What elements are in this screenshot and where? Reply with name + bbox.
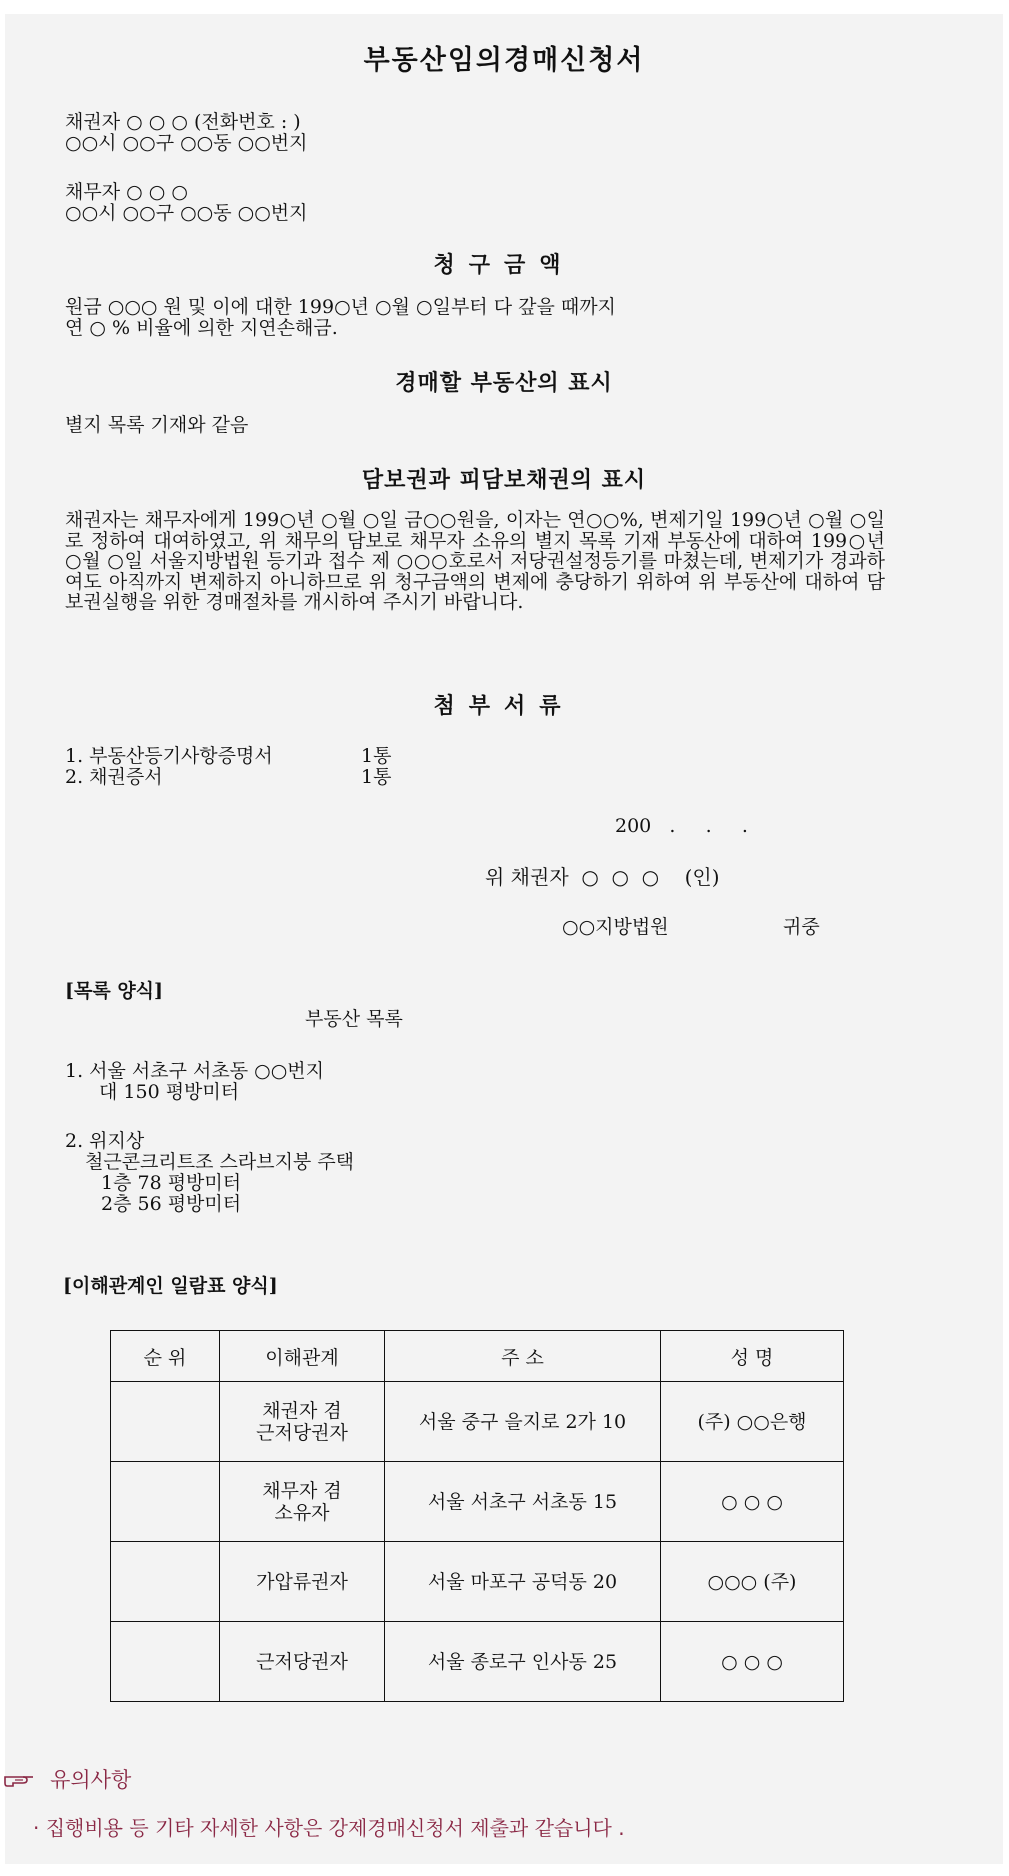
table-row bbox=[111, 1622, 844, 1702]
notice-header bbox=[3, 1764, 131, 1794]
attachment-name-2: 2. 채권증서 bbox=[65, 766, 163, 788]
cell-rank bbox=[111, 1542, 220, 1622]
cell-address: 서울 중구 을지로 2가 10 bbox=[385, 1382, 661, 1462]
cell-name: ○ ○ ○ bbox=[661, 1462, 844, 1542]
list-item-1-line-1: 1. 서울 서초구 서초동 ○○번지 bbox=[65, 1060, 324, 1082]
creditor-line: 채권자 ○ ○ ○ (전화번호 : ) bbox=[65, 111, 301, 133]
document-title: 부동산임의경매신청서 bbox=[363, 45, 645, 76]
relation-line-1: 가압류권자 bbox=[256, 1570, 348, 1593]
property-text: 별지 목록 기재와 같음 bbox=[65, 414, 249, 436]
table-row bbox=[111, 1382, 844, 1462]
notice-heading: 유의사항 bbox=[50, 1768, 132, 1792]
header-rank: 순 위 bbox=[111, 1331, 220, 1382]
relation-line-1: 채무자 겸 bbox=[262, 1479, 342, 1502]
cell-relation bbox=[220, 1462, 385, 1542]
court-suffix: 귀중 bbox=[783, 916, 820, 938]
header-name: 성 명 bbox=[661, 1331, 844, 1382]
attachment-count-1: 1통 bbox=[361, 745, 392, 767]
relation-line-1: 채권자 겸 bbox=[262, 1399, 342, 1422]
cell-name: ○○○ (주) bbox=[661, 1542, 844, 1622]
table-header-row bbox=[111, 1331, 844, 1382]
attachment-name-1: 1. 부동산등기사항증명서 bbox=[65, 745, 273, 767]
cell-address: 서울 마포구 공덕동 20 bbox=[385, 1542, 661, 1622]
cell-address: 서울 종로구 인사동 25 bbox=[385, 1622, 661, 1702]
relation-line-1: 근저당권자 bbox=[256, 1650, 348, 1673]
security-heading: 담보권과 피담보채권의 표시 bbox=[361, 467, 647, 493]
cell-relation bbox=[220, 1542, 385, 1622]
attachments-heading: 첨부서류 bbox=[433, 693, 575, 719]
attachment-count-2: 1통 bbox=[361, 766, 392, 788]
list-item-1-line-2: 대 150 평방미터 bbox=[99, 1081, 240, 1103]
signer-line: 위 채권자 ○ ○ ○ (인) bbox=[485, 865, 720, 889]
claim-text-1: 원금 ○○○ 원 및 이에 대한 199○년 ○월 ○일부터 다 갚을 때까지 bbox=[65, 296, 616, 318]
pointing-hand-icon bbox=[3, 1769, 37, 1789]
cell-name: ○ ○ ○ bbox=[661, 1622, 844, 1702]
cell-rank bbox=[111, 1622, 220, 1702]
date-line: 200 . . . bbox=[615, 815, 748, 837]
court-name: ○○지방법원 bbox=[562, 916, 669, 938]
notice-text: · 집행비용 등 기타 자세한 사항은 강제경매신청서 제출과 같습니다 . bbox=[33, 1816, 625, 1840]
cell-rank bbox=[111, 1382, 220, 1462]
debtor-line: 채무자 ○ ○ ○ bbox=[65, 181, 188, 203]
document-page bbox=[5, 14, 1003, 1864]
claim-heading: 청구금액 bbox=[433, 252, 575, 278]
cell-name: (주) ○○은행 bbox=[661, 1382, 844, 1462]
cell-rank bbox=[111, 1462, 220, 1542]
security-text: 채권자는 채무자에게 199○년 ○월 ○일 금○○원을, 이자는 연○○%, 변제기일 199○년 ○월 ○일 로 정하여 대여하였고, 위 채무의 담보로 채무자 소유의 별지 목록 기재 부동산에 대하여 199○년 ○월 ○일 서울지방법원 등기과 접수 제 ○○○호로서 저당권설정등기를 마쳤는데, 변제기가 경과하여도 아직까지 변제하지 아니하므로 위 청구금액의 변제에 충당하기 위하여 위 부동산에 대하여 담보권실행을 위한 경매절차를 개시하여 주시기 바랍니다. bbox=[65, 509, 885, 613]
relation-line-2: 근저당권자 bbox=[256, 1421, 348, 1444]
table-row bbox=[111, 1542, 844, 1622]
property-heading: 경매할 부동산의 표시 bbox=[395, 370, 613, 396]
cell-relation bbox=[220, 1382, 385, 1462]
table-form-label: [이해관계인 일람표 양식] bbox=[63, 1275, 278, 1297]
header-relation: 이해관계 bbox=[220, 1331, 385, 1382]
table-row bbox=[111, 1462, 844, 1542]
interested-parties-table bbox=[110, 1330, 844, 1702]
cell-relation bbox=[220, 1622, 385, 1702]
list-item-2-line-4: 2층 56 평방미터 bbox=[101, 1193, 242, 1215]
claim-text-2: 연 ○ % 비율에 의한 지연손해금. bbox=[65, 317, 338, 339]
relation-line-2: 소유자 bbox=[274, 1501, 330, 1524]
cell-address: 서울 서초구 서초동 15 bbox=[385, 1462, 661, 1542]
list-form-label: [목록 양식] bbox=[65, 980, 164, 1002]
creditor-address: ○○시 ○○구 ○○동 ○○번지 bbox=[65, 132, 308, 154]
list-item-2-line-1: 2. 위지상 bbox=[65, 1130, 145, 1152]
list-item-2-line-3: 1층 78 평방미터 bbox=[101, 1172, 242, 1194]
list-item-2-line-2: 철근콘크리트조 스라브지붕 주택 bbox=[85, 1151, 355, 1173]
debtor-address: ○○시 ○○구 ○○동 ○○번지 bbox=[65, 202, 308, 224]
header-address: 주 소 bbox=[385, 1331, 661, 1382]
list-title: 부동산 목록 bbox=[305, 1008, 403, 1030]
